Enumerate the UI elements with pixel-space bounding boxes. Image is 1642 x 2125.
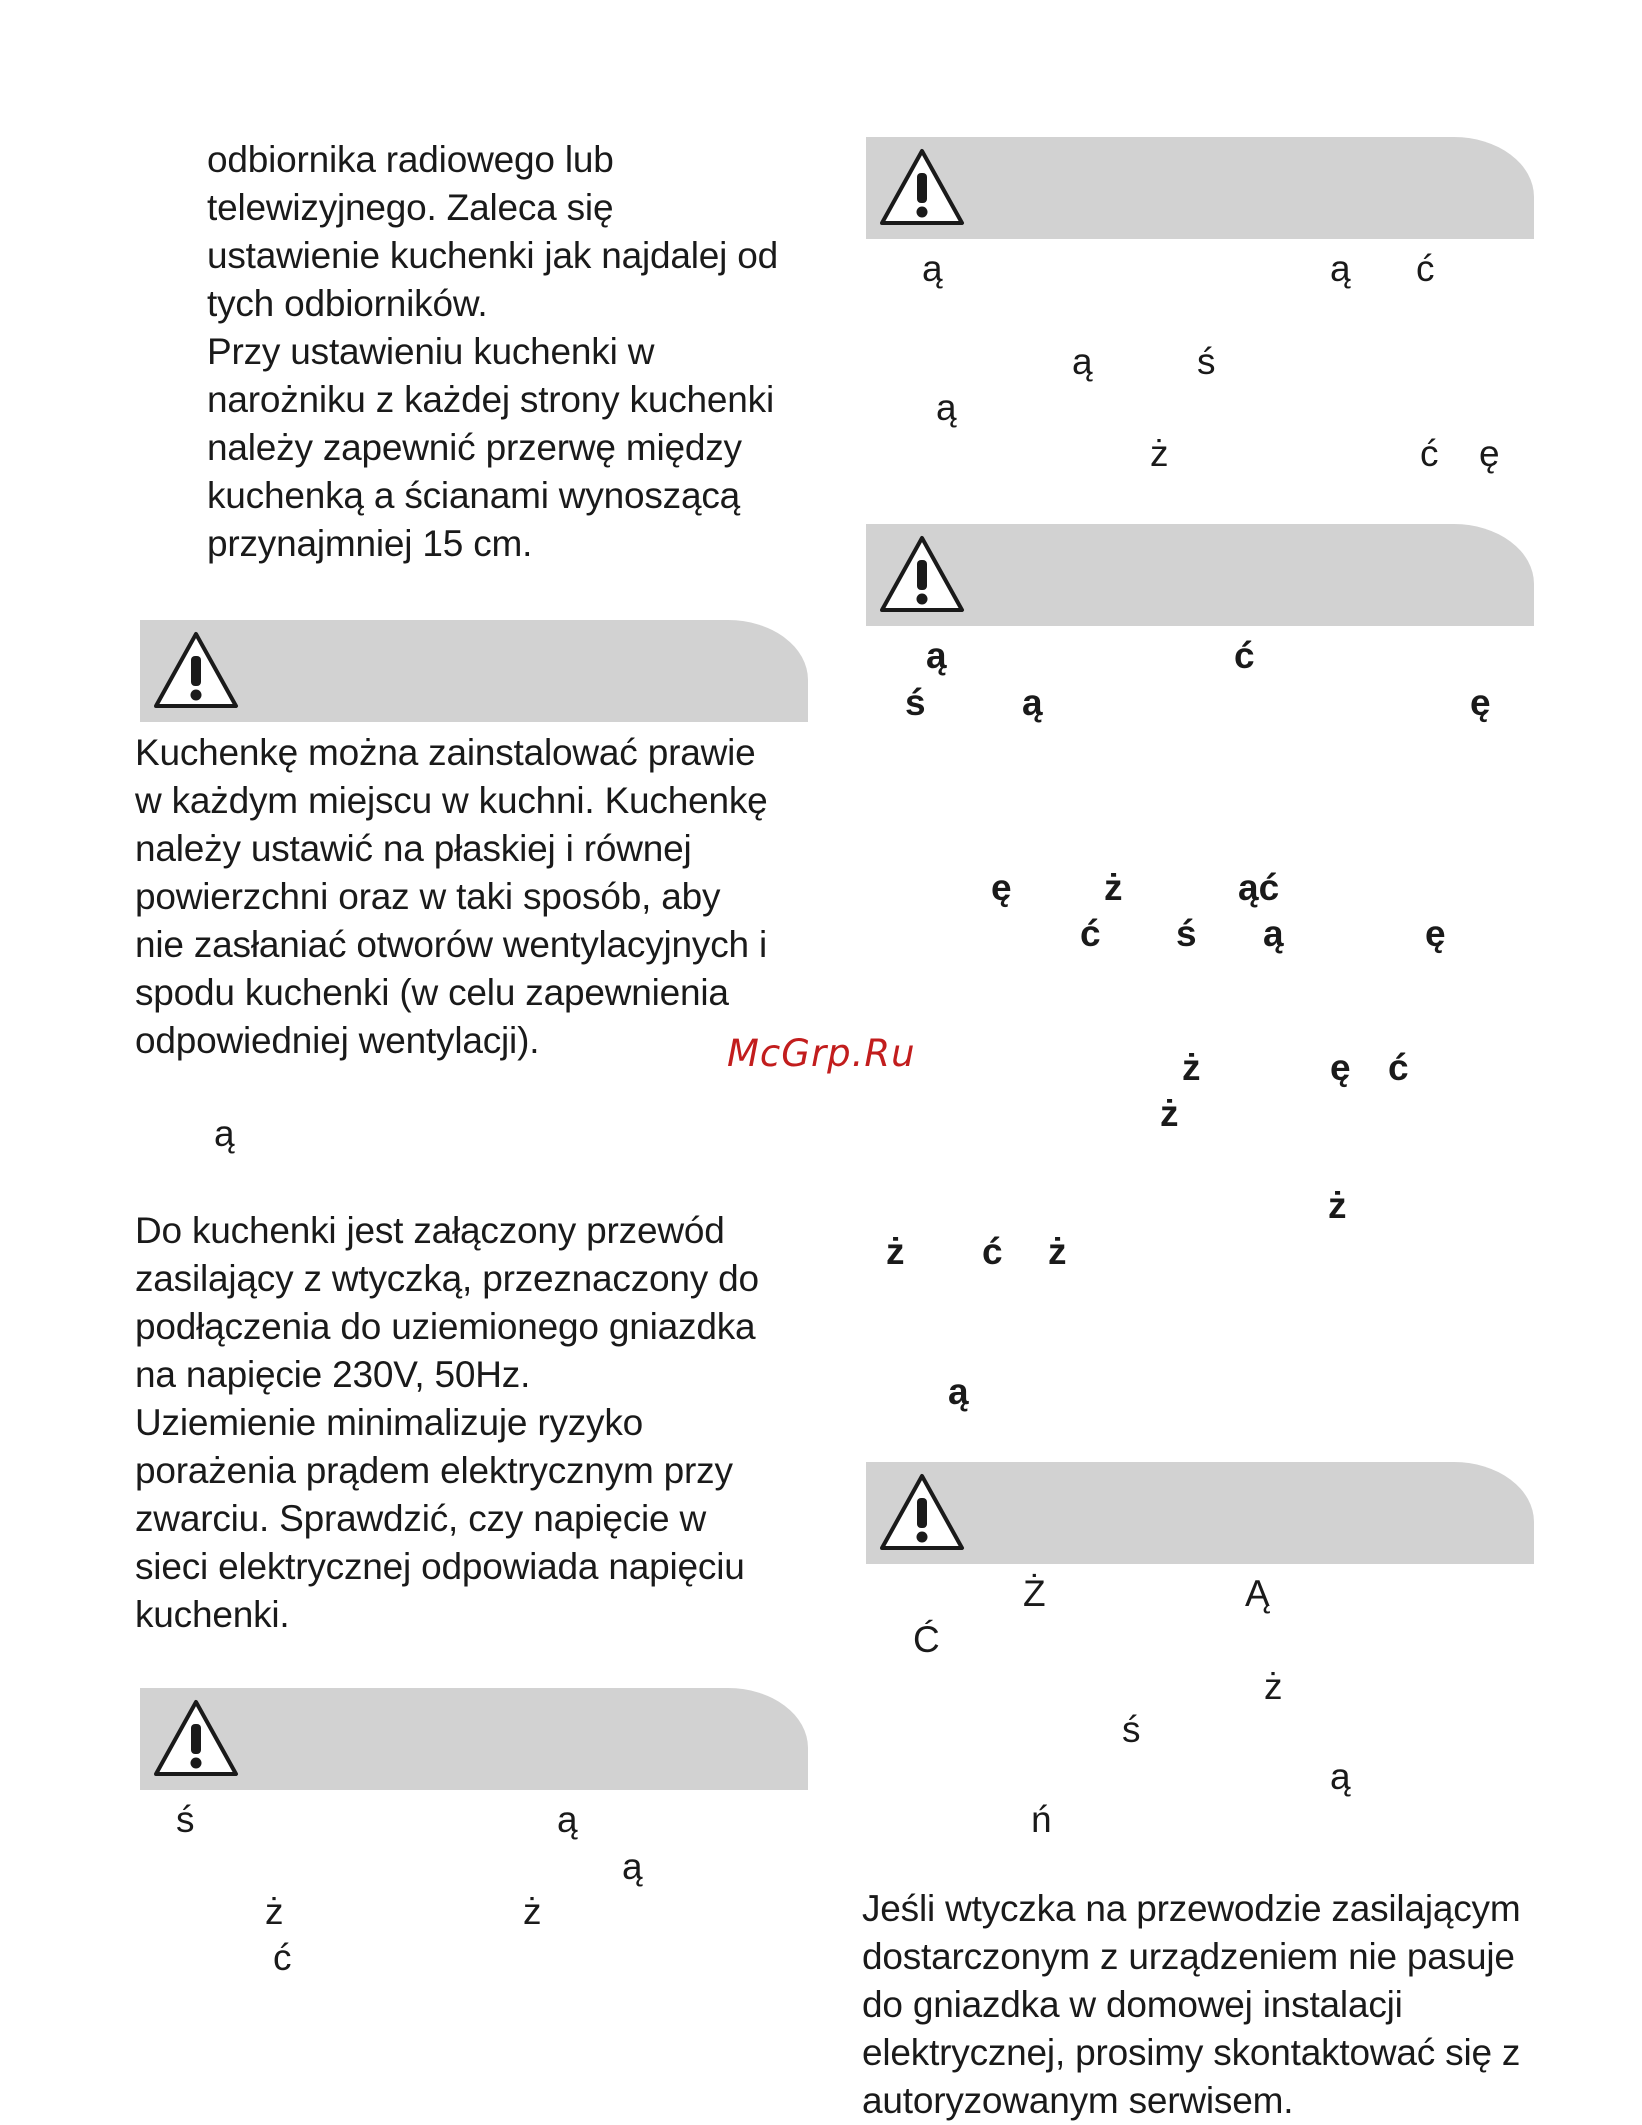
warning-banner [866,137,1534,239]
stray-glyph: ą [622,1846,643,1887]
stray-glyph: ć [1080,913,1101,954]
stray-glyph: ą [214,1113,235,1154]
warning-icon [876,532,968,618]
stray-glyph: ą [1072,341,1093,382]
paragraph-installation: Kuchenkę można zainstalować prawie w każdym miejscu w kuchni. Kuchenkę należy ustawić na płaskiej i równej powierzchni oraz w taki sposób, aby nie zasłaniać otworów wentylacyjnych i spodu kuchenki (w celu zapewnienia odpowiedniej wentylacji). [135,732,768,1061]
stray-glyph: ą [926,635,947,676]
stray-glyph: Ą [1245,1573,1270,1614]
stray-glyph: ć [1388,1047,1409,1088]
stray-glyph: ć [1416,248,1435,289]
warning-banner [140,620,808,722]
stray-glyph: ż [1328,1185,1347,1226]
stray-glyph: ć [1420,433,1439,474]
warning-banner [140,1688,808,1790]
stray-glyph: ę [991,867,1012,908]
stray-glyph: ż [886,1231,905,1272]
stray-glyph: ą [1330,1756,1351,1797]
paragraph-plug-mismatch: Jeśli wtyczka na przewodzie zasilającym dostarczonym z urządzeniem nie pasuje do gniazdka w domowej instalacji elektrycznej, prosimy skontaktować się z autoryzowanym serwisem. [862,1888,1521,2121]
stray-glyph: ą [1330,248,1351,289]
stray-glyph: ą [1263,913,1284,954]
warning-icon [150,1696,242,1782]
paragraph-stove-distance: odbiornika radiowego lub telewizyjnego. Zaleca się ustawienie kuchenki jak najdalej od tych odbiorników. Przy ustawieniu kuchenki w narożniku z każdej strony kuchenki należy zapewnić przerwę między kuchenką a ścianami wynoszącą przynajmniej 15 cm. [207,139,778,564]
stray-glyph: ą [936,387,957,428]
stray-glyph: ś [905,682,926,723]
watermark: McGrp.Ru [727,1032,916,1075]
stray-glyph: ż [1048,1231,1067,1272]
stray-glyph: ż [1264,1666,1283,1707]
stray-glyph: ć [1234,635,1255,676]
stray-glyph: ą [948,1371,969,1412]
paragraph-power-cord: Do kuchenki jest załączony przewód zasilający z wtyczką, przeznaczony do podłączenia do uziemionego gniazdka na napięcie 230V, 50Hz. Uziemienie minimalizuje ryzyko porażenia prądem elektrycznym przy zwarciu. Sprawdzić, czy napięcie w sieci elektrycznej odpowiada napięciu kuchenki. [135,1210,759,1635]
stray-glyph: ą [922,248,943,289]
stray-glyph: ąć [1238,867,1280,908]
stray-glyph: ą [1022,682,1043,723]
stray-glyph: Ż [1023,1573,1046,1614]
stray-glyph: ż [1182,1047,1201,1088]
stray-glyph: ż [265,1891,284,1932]
stray-glyph: ś [1122,1709,1141,1750]
stray-glyph: Ć [913,1619,940,1660]
warning-icon [150,628,242,714]
stray-glyph: ą [557,1799,578,1840]
stray-glyph: ń [1031,1799,1052,1840]
warning-banner [866,524,1534,626]
stray-glyph: ć [982,1231,1003,1272]
stray-glyph: ę [1479,433,1500,474]
stray-glyph: ż [523,1891,542,1932]
stray-glyph: ż [1104,867,1123,908]
warning-banner [866,1462,1534,1564]
stray-glyph: ę [1425,913,1446,954]
stray-glyph: ś [176,1799,195,1840]
stray-glyph: ż [1160,1093,1179,1134]
stray-glyph: ś [1176,913,1197,954]
stray-glyph: ć [273,1937,292,1978]
stray-glyph: ę [1330,1047,1351,1088]
stray-glyph: ę [1470,682,1491,723]
stray-glyph: ś [1197,341,1216,382]
warning-icon [876,145,968,231]
warning-icon [876,1470,968,1556]
stray-glyph: ż [1150,433,1169,474]
